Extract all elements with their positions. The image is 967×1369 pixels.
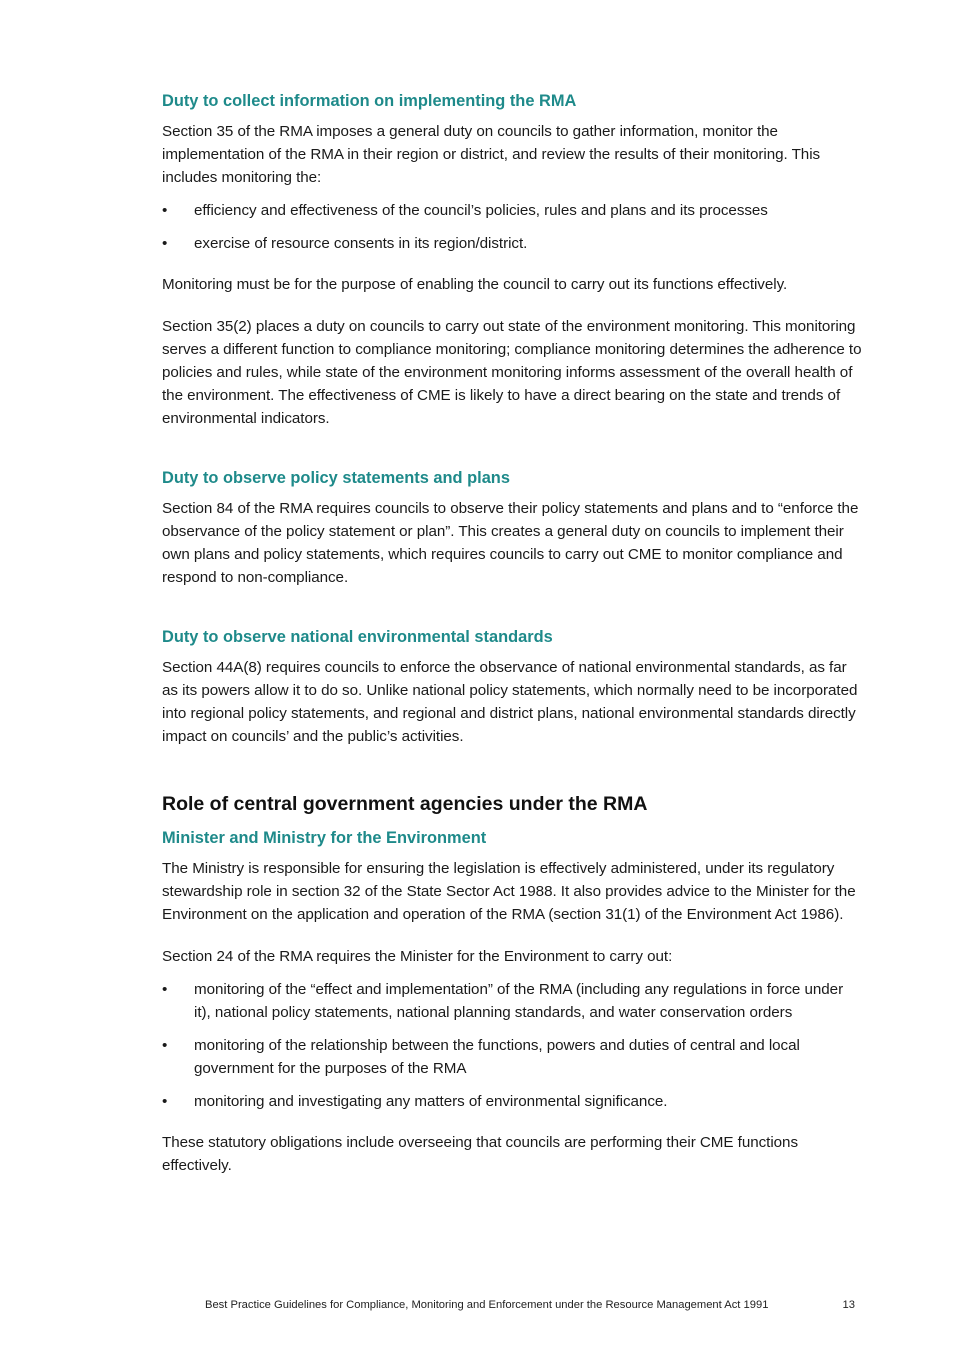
bullet-list: [162, 199, 862, 255]
list-item-text: exercise of resource consents in its region/district.: [194, 235, 528, 252]
list-item-text: monitoring of the relationship between the functions, powers and duties of central and local government for the purposes of the RMA: [194, 1037, 800, 1077]
paragraph: Section 44A(8) requires councils to enforce the observance of national environmental standards, as far as its powers allow it to do so. Unlike national policy statements, which normally need to be incorporated into regional policy statements, and regional and district plans, national environmental standards directly impact on councils’ and the public’s activities.: [162, 659, 858, 745]
paragraph: These statutory obligations include overseeing that councils are performing their CME functions effectively.: [162, 1134, 798, 1174]
list-item: [162, 1034, 862, 1080]
bullet-icon: •: [162, 1093, 168, 1110]
list-item: [162, 199, 862, 222]
list-item-text: efficiency and effectiveness of the council’s policies, rules and plans and its processes: [194, 202, 768, 219]
paragraph: The Ministry is responsible for ensuring the legislation is effectively administered, under its regulatory stewardship role in section 32 of the State Sector Act 1988. It also provides advice to the Minister for the Environment on the application and operation of the RMA (section 31(1) of the Environment Act 1986).: [162, 860, 856, 923]
bullet-icon: •: [162, 235, 168, 252]
list-item: [162, 1090, 862, 1113]
section-heading-collect-information: Duty to collect information on implementing the RMA: [162, 92, 577, 110]
list-item-text: monitoring and investigating any matters of environmental significance.: [194, 1093, 668, 1110]
section-heading-central-government: Role of central government agencies under the RMA: [162, 793, 648, 815]
document-page: [162, 90, 862, 1196]
bullet-icon: •: [162, 202, 168, 219]
paragraph: Section 84 of the RMA requires councils to observe their policy statements and plans and to “enforce the observance of the policy statement or plan”. This creates a general duty on councils to implement their own plans and policy statements, which requires councils to carry out CME to monitor compliance and respond to non-compliance.: [162, 500, 859, 586]
paragraph: Section 24 of the RMA requires the Minister for the Environment to carry out:: [162, 948, 673, 965]
paragraph: Section 35(2) places a duty on councils to carry out state of the environment monitoring. This monitoring serves a different function to compliance monitoring; compliance monitoring determines the adherence to policies and rules, while state of the environment monitoring informs assessment of the overall health of the environment. The effectiveness of CME is likely to have a direct bearing on the state and trends of environmental indicators.: [162, 318, 862, 427]
spacer: [162, 767, 862, 791]
section-heading-environmental-standards: Duty to observe national environmental standards: [162, 628, 553, 646]
section-heading-policy-statements: Duty to observe policy statements and plans: [162, 469, 510, 487]
paragraph: Monitoring must be for the purpose of enabling the council to carry out its functions effectively.: [162, 276, 788, 293]
page-number: 13: [842, 1299, 855, 1311]
page-footer: [205, 1297, 855, 1313]
bullet-list: [162, 978, 862, 1113]
subheading-minister-ministry: Minister and Ministry for the Environment: [162, 829, 487, 847]
list-item: [162, 978, 862, 1024]
spacer: [162, 608, 862, 626]
bullet-icon: •: [162, 981, 168, 998]
list-item-text: monitoring of the “effect and implementation” of the RMA (including any regulations in force under it), national policy statements, national planning standards, and water conservation orders: [194, 981, 844, 1021]
paragraph: Section 35 of the RMA imposes a general duty on councils to gather information, monitor the implementation of the RMA in their region or district, and review the results of their monitoring. This includes monitoring the:: [162, 123, 821, 186]
bullet-icon: •: [162, 1037, 168, 1054]
footer-title: Best Practice Guidelines for Compliance, Monitoring and Enforcement under the Resource Management Act 1991: [205, 1299, 769, 1311]
list-item: [162, 232, 862, 255]
spacer: [162, 449, 862, 467]
